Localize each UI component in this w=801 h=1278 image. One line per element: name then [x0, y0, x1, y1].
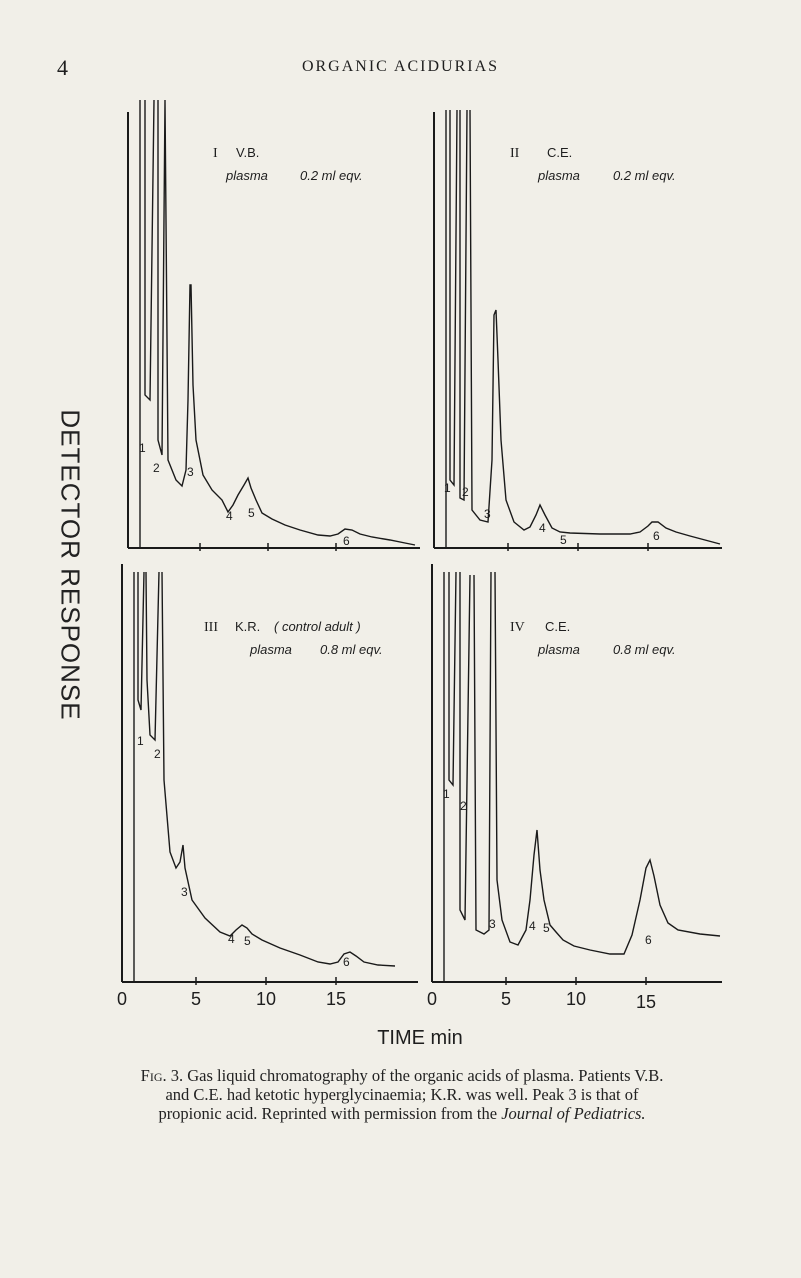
- peak-label: 3: [181, 885, 188, 899]
- page-number: 4: [57, 55, 68, 80]
- peak-label: 6: [343, 955, 350, 969]
- peak-label: 5: [248, 506, 255, 520]
- peak-label: 6: [343, 534, 350, 548]
- panel-1-volume: 0.2 ml eqv.: [300, 168, 363, 183]
- peak-label: 1: [139, 441, 146, 455]
- panel-2-sample: plasma: [538, 168, 580, 183]
- panel-1-frame: [128, 112, 420, 548]
- x-axis-label: TIME min: [377, 1027, 463, 1049]
- panel-1-roman: I: [213, 146, 218, 161]
- peak-label: 2: [154, 747, 161, 761]
- peak-label: 2: [462, 485, 469, 499]
- peak-label: 5: [560, 533, 567, 547]
- panel-3-frame: [122, 564, 418, 982]
- running-head: ORGANIC ACIDURIAS: [301, 58, 500, 75]
- panel-1-subject: V.B.: [236, 145, 260, 160]
- figure-caption: [132, 1066, 672, 1123]
- panel-2-volume: 0.2 ml eqv.: [613, 168, 676, 183]
- panel-3-subject-note: ( control adult ): [274, 619, 361, 634]
- peak-label: 4: [529, 919, 536, 933]
- peak-label: 3: [484, 507, 491, 521]
- peak-label: 3: [187, 465, 194, 479]
- x-tick-label: 5: [190, 989, 202, 1009]
- peak-label: 2: [460, 799, 467, 813]
- panel-2-roman: II: [510, 146, 520, 161]
- peak-label: 6: [645, 933, 652, 947]
- x-tick-label: 0: [426, 989, 438, 1009]
- peak-label: 1: [137, 734, 144, 748]
- peak-label: 1: [444, 481, 451, 495]
- y-axis-label: DETECTOR RESPONSE: [55, 409, 86, 721]
- peak-label: 2: [153, 461, 160, 475]
- panel-2-subject: C.E.: [547, 145, 573, 160]
- peak-label: 5: [543, 921, 550, 935]
- x-tick-label: 10: [255, 989, 277, 1009]
- peak-label: 4: [539, 521, 546, 535]
- panel-4-volume: 0.8 ml eqv.: [613, 642, 676, 657]
- x-tick-label: 15: [635, 992, 657, 1012]
- x-tick-label: 10: [565, 989, 587, 1009]
- peak-label: 4: [228, 932, 235, 946]
- panel-1-trace: [140, 100, 415, 548]
- panel-3-volume: 0.8 ml eqv.: [320, 642, 383, 657]
- x-tick-label: 0: [116, 989, 128, 1009]
- panel-4-sample: plasma: [538, 642, 580, 657]
- x-tick-label: 15: [325, 989, 347, 1009]
- peak-label: 3: [489, 917, 496, 931]
- panel-3-roman: III: [204, 620, 218, 635]
- panel-3-subject: K.R.: [235, 619, 261, 634]
- panel-1-sample: plasma: [226, 168, 268, 183]
- panel-3-sample: plasma: [250, 642, 292, 657]
- peak-label: 5: [244, 934, 251, 948]
- panel-2-trace: [446, 110, 720, 548]
- panel-4-roman: IV: [510, 620, 525, 635]
- panel-4-subject: C.E.: [545, 619, 571, 634]
- x-tick-label: 5: [500, 989, 512, 1009]
- caption-journal: Journal of Pediatrics.: [501, 1104, 646, 1123]
- panel-4-trace: [444, 572, 720, 982]
- peak-label: 1: [443, 787, 450, 801]
- caption-label: Fig. 3.: [140, 1066, 184, 1085]
- caption-text: Gas liquid chromatography of the organic acids of plasma. Patients V.B. and C.E. had ketotic hyperglycinaemia; K.R. was well. Peak 3 is that of propionic acid. Reprinted with permission from the: [158, 1066, 664, 1123]
- peak-label: 4: [226, 509, 233, 523]
- peak-label: 6: [653, 529, 660, 543]
